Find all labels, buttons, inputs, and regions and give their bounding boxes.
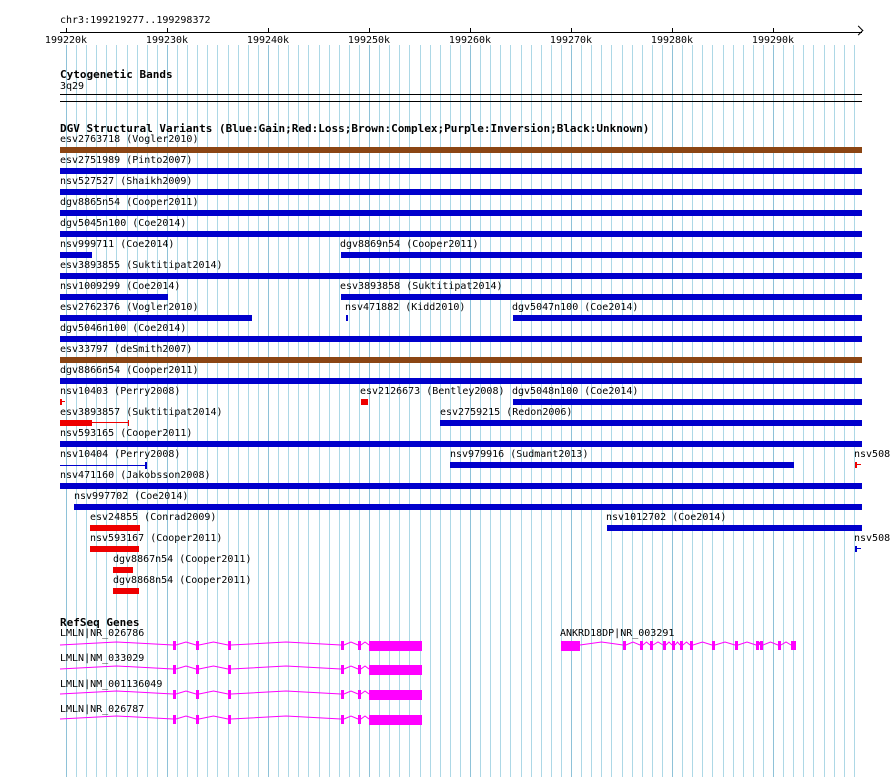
gene-exon: [778, 641, 781, 650]
variant-label[interactable]: dgv5045n100 (Coe2014): [60, 218, 187, 229]
gene-exon: [369, 641, 422, 651]
gene-intron: [643, 642, 650, 645]
gene-intron: [231, 716, 341, 719]
gene-intron: [231, 691, 341, 694]
gene-exon: [561, 641, 580, 651]
gene-intron: [781, 642, 791, 645]
variant-label[interactable]: nsv10403 (Perry2008): [60, 386, 181, 397]
gene-exon: [341, 715, 344, 724]
variant-label[interactable]: nsv471882 (Kidd2010): [345, 302, 466, 313]
variant-label[interactable]: esv33797 (deSmith2007): [60, 344, 193, 355]
gene-exon: [358, 690, 361, 699]
gene-exon: [712, 641, 715, 650]
gene-exon: [358, 641, 361, 650]
gene-intron: [60, 716, 173, 719]
gene-intron: [763, 642, 778, 645]
variant-label[interactable]: nsv593167 (Cooper2011): [90, 533, 223, 544]
gene-exon: [228, 690, 231, 699]
gene-intron: [580, 642, 623, 645]
gene-exon: [173, 690, 176, 699]
variant-label[interactable]: nsv1012702 (Coe2014): [606, 512, 727, 523]
gene-intron: [344, 716, 358, 719]
ruler-tick: 199250k: [347, 35, 391, 46]
gene-exon: [173, 665, 176, 674]
gene-intron: [176, 666, 196, 669]
gene-intron: [344, 691, 358, 694]
gene-exon: [690, 641, 693, 650]
variant-label[interactable]: esv2751989 (Pinto2007): [60, 155, 193, 166]
gene-exon: [341, 690, 344, 699]
variant-label[interactable]: nsv999711 (Coe2014): [60, 239, 175, 250]
cyto-track-title[interactable]: Cytogenetic Bands: [60, 68, 173, 81]
gene-intron: [344, 642, 358, 645]
gene-label[interactable]: LMLN|NR_026786: [60, 628, 145, 639]
variant-label[interactable]: dgv8867n54 (Cooper2011): [113, 554, 252, 565]
gene-exon: [228, 715, 231, 724]
ruler-tick: 199220k: [44, 35, 88, 46]
gene-intron: [176, 642, 196, 645]
cyto-band-label: 3q29: [60, 81, 85, 92]
variant-label[interactable]: esv2762376 (Vogler2010): [60, 302, 199, 313]
variant-label[interactable]: esv3893855 (Suktitipat2014): [60, 260, 223, 271]
gene-intron: [738, 642, 756, 645]
gene-intron: [344, 666, 358, 669]
variant-label[interactable]: esv2759215 (Redon2006): [440, 407, 573, 418]
gene-exon: [672, 641, 675, 650]
gene-exon: [196, 690, 199, 699]
gene-intron: [715, 642, 735, 645]
variant-label[interactable]: nsv508: [854, 449, 890, 460]
gene-intron: [199, 666, 228, 669]
variant-label[interactable]: nsv979916 (Sudmant2013): [450, 449, 589, 460]
gene-label[interactable]: LMLN|NM_001136049: [60, 679, 163, 690]
gene-intron: [199, 691, 228, 694]
variant-label[interactable]: dgv5046n100 (Coe2014): [60, 323, 187, 334]
variant-label[interactable]: dgv5048n100 (Coe2014): [512, 386, 639, 397]
variant-label[interactable]: esv3893858 (Suktitipat2014): [340, 281, 503, 292]
gene-intron: [176, 691, 196, 694]
gene-intron: [759, 642, 760, 645]
gene-exon: [623, 641, 626, 650]
variant-label[interactable]: esv24855 (Conrad2009): [90, 512, 217, 523]
gene-exon: [369, 715, 422, 725]
gene-intron: [199, 716, 228, 719]
gene-exon: [196, 665, 199, 674]
variant-label[interactable]: nsv593165 (Cooper2011): [60, 428, 193, 439]
gene-exon: [369, 665, 422, 675]
gene-exon: [663, 641, 666, 650]
refseq-track-title[interactable]: RefSeq Genes: [60, 616, 140, 629]
gene-exon: [791, 641, 796, 650]
gene-exon: [228, 641, 231, 650]
variant-label[interactable]: nsv10404 (Perry2008): [60, 449, 181, 460]
gene-exon: [341, 665, 344, 674]
gene-exon: [341, 641, 344, 650]
gene-intron: [60, 642, 173, 645]
gene-exon: [173, 641, 176, 650]
gene-intron: [675, 642, 680, 645]
gene-intron: [683, 642, 690, 645]
gene-intron: [361, 666, 369, 669]
variant-label[interactable]: dgv8868n54 (Cooper2011): [113, 575, 252, 586]
variant-label[interactable]: dgv8869n54 (Cooper2011): [340, 239, 479, 250]
gene-label[interactable]: ANKRD18DP|NR_003291: [560, 628, 675, 639]
gene-exon: [196, 641, 199, 650]
variant-label[interactable]: nsv527527 (Shaikh2009): [60, 176, 193, 187]
gene-exon: [650, 641, 653, 650]
gene-intron: [666, 642, 672, 645]
ruler-tick: 199290k: [751, 35, 795, 46]
gene-exon: [760, 641, 763, 650]
gene-intron: [693, 642, 712, 645]
gene-exon: [228, 665, 231, 674]
variant-label[interactable]: dgv8866n54 (Cooper2011): [60, 365, 199, 376]
ruler-tick: 199240k: [246, 35, 290, 46]
gene-intron: [626, 642, 640, 645]
ruler-tick: 199230k: [145, 35, 189, 46]
dgv-track-title[interactable]: DGV Structural Variants (Blue:Gain;Red:Loss;Brown:Complex;Purple:Inversion;Black:Unknown): [60, 122, 650, 135]
variant-label[interactable]: nsv997702 (Coe2014): [74, 491, 189, 502]
ruler-tick: 199270k: [549, 35, 593, 46]
variant-label[interactable]: nsv471160 (Jakobsson2008): [60, 470, 211, 481]
ruler-tick: 199280k: [650, 35, 694, 46]
gene-exon: [735, 641, 738, 650]
gene-intron: [60, 666, 173, 669]
gene-intron: [231, 666, 341, 669]
variant-label[interactable]: nsv1009299 (Coe2014): [60, 281, 181, 292]
variant-label[interactable]: esv2126673 (Bentley2008): [360, 386, 505, 397]
gene-intron: [361, 716, 369, 719]
gene-exon: [680, 641, 683, 650]
variant-label[interactable]: nsv508: [854, 533, 890, 544]
gene-intron: [176, 716, 196, 719]
ruler-tick: 199260k: [448, 35, 492, 46]
gene-exon: [358, 665, 361, 674]
gene-intron: [199, 642, 228, 645]
gene-exon: [756, 641, 759, 650]
range-label: chr3:199219277..199298372: [60, 15, 211, 26]
gene-exon: [196, 715, 199, 724]
gene-intron: [60, 691, 173, 694]
gene-label[interactable]: LMLN|NR_026787: [60, 704, 145, 715]
gene-label[interactable]: LMLN|NM_033029: [60, 653, 145, 664]
gene-exon: [640, 641, 643, 650]
variant-label[interactable]: dgv8865n54 (Cooper2011): [60, 197, 199, 208]
gene-exon: [173, 715, 176, 724]
variant-label[interactable]: dgv5047n100 (Coe2014): [512, 302, 639, 313]
variant-label[interactable]: esv2763718 (Vogler2010): [60, 134, 199, 145]
gene-intron: [653, 642, 663, 645]
gene-intron: [231, 642, 341, 645]
gene-intron: [361, 642, 369, 645]
gene-exon: [369, 690, 422, 700]
gene-intron: [361, 691, 369, 694]
gene-exon: [358, 715, 361, 724]
variant-label[interactable]: esv3893857 (Suktitipat2014): [60, 407, 223, 418]
